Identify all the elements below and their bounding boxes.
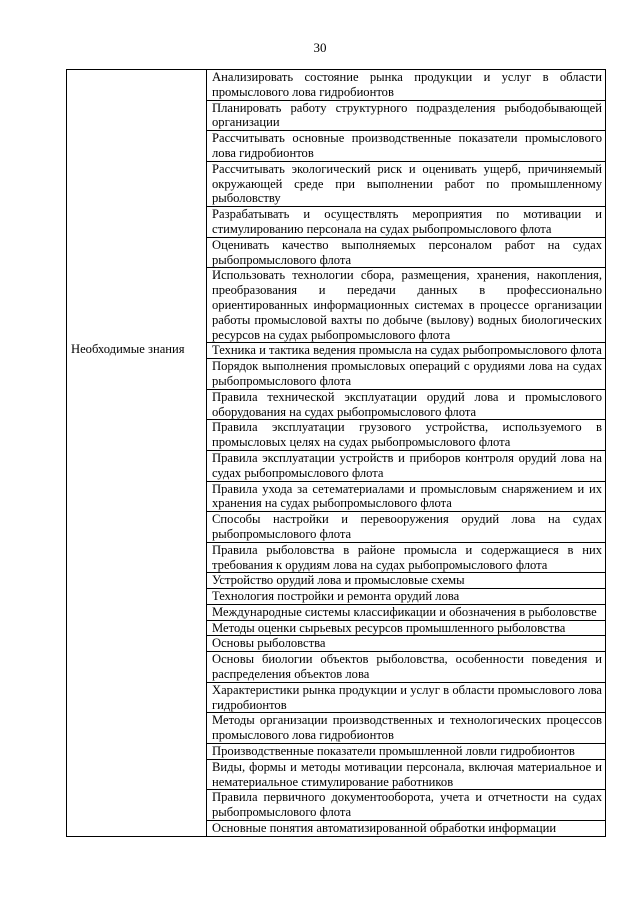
knowledge-cell: Порядок выполнения промысловых операций с орудиями лова на судах рыбопромыслового флота: [207, 359, 606, 390]
knowledge-label: Необходимые знания: [71, 342, 185, 356]
category-cell: [67, 70, 207, 837]
knowledge-cell: Способы настройки и перевооружения орудий лова на судах рыбопромыслового флота: [207, 512, 606, 543]
knowledge-cell: Правила рыболовства в районе промысла и содержащиеся в них требования к орудиям лова на судах рыбопромыслового флота: [207, 542, 606, 573]
knowledge-cell: Техника и тактика ведения промысла на судах рыбопромыслового флота: [207, 343, 606, 359]
category-spacer: [71, 70, 203, 342]
knowledge-cell: Основы рыболовства: [207, 636, 606, 652]
knowledge-cell: Виды, формы и методы мотивации персонала, включая материальное и нематериальное стимулирование работников: [207, 759, 606, 790]
skill-cell: Анализировать состояние рынка продукции и услуг в области промыслового лова гидробионтов: [207, 70, 606, 101]
skill-cell: Использовать технологии сбора, размещения, хранения, накопления, преобразования и передачи данных в профессионально ориентированных информационных системах в процессе организации работы промысловой вахты по добыче (вылову) водных биологических ресурсов на судах рыбопромыслового флота: [207, 268, 606, 343]
skill-cell: Рассчитывать экологический риск и оценивать ущерб, причиняемый окружающей среде при выполнении работ по промышленному рыболовству: [207, 161, 606, 206]
page-number: 30: [313, 40, 327, 55]
knowledge-cell: Правила эксплуатации устройств и приборов контроля орудий лова на судах рыбопромыслового флота: [207, 450, 606, 481]
knowledge-cell: Методы оценки сырьевых ресурсов промышленного рыболовства: [207, 620, 606, 636]
table-row: [67, 70, 606, 101]
skill-cell: Планировать работу структурного подразделения рыбодобывающей организации: [207, 100, 606, 131]
knowledge-cell: Основы биологии объектов рыболовства, особенности поведения и распределения объектов лова: [207, 652, 606, 683]
knowledge-cell: Технология постройки и ремонта орудий лова: [207, 589, 606, 605]
skill-cell: Разрабатывать и осуществлять мероприятия по мотивации и стимулированию персонала на судах рыбопромыслового флота: [207, 207, 606, 238]
knowledge-cell: Международные системы классификации и обозначения в рыболовстве: [207, 604, 606, 620]
knowledge-cell: Правила ухода за сетематериалами и промысловым снаряжением и их хранения на судах рыбопромыслового флота: [207, 481, 606, 512]
knowledge-cell: Характеристики рынка продукции и услуг в области промыслового лова гидробионтов: [207, 682, 606, 713]
knowledge-cell: Производственные показатели промышленной ловли гидробионтов: [207, 744, 606, 760]
skill-cell: Оценивать качество выполняемых персоналом работ на судах рыбопромыслового флота: [207, 237, 606, 268]
knowledge-cell: Основные понятия автоматизированной обработки информации: [207, 821, 606, 837]
knowledge-cell: Методы организации производственных и технологических процессов промыслового лова гидробионтов: [207, 713, 606, 744]
knowledge-cell: Правила первичного документооборота, учета и отчетности на судах рыбопромыслового флота: [207, 790, 606, 821]
knowledge-cell: Правила технической эксплуатации орудий лова и промыслового оборудования на судах рыбопромыслового флота: [207, 389, 606, 420]
competency-table: [66, 69, 606, 837]
knowledge-cell: Правила эксплуатации грузового устройства, используемого в промысловых целях на судах рыбопромыслового флота: [207, 420, 606, 451]
knowledge-cell: Устройство орудий лова и промысловые схемы: [207, 573, 606, 589]
skill-cell: Рассчитывать основные производственные показатели промыслового лова гидробионтов: [207, 131, 606, 162]
